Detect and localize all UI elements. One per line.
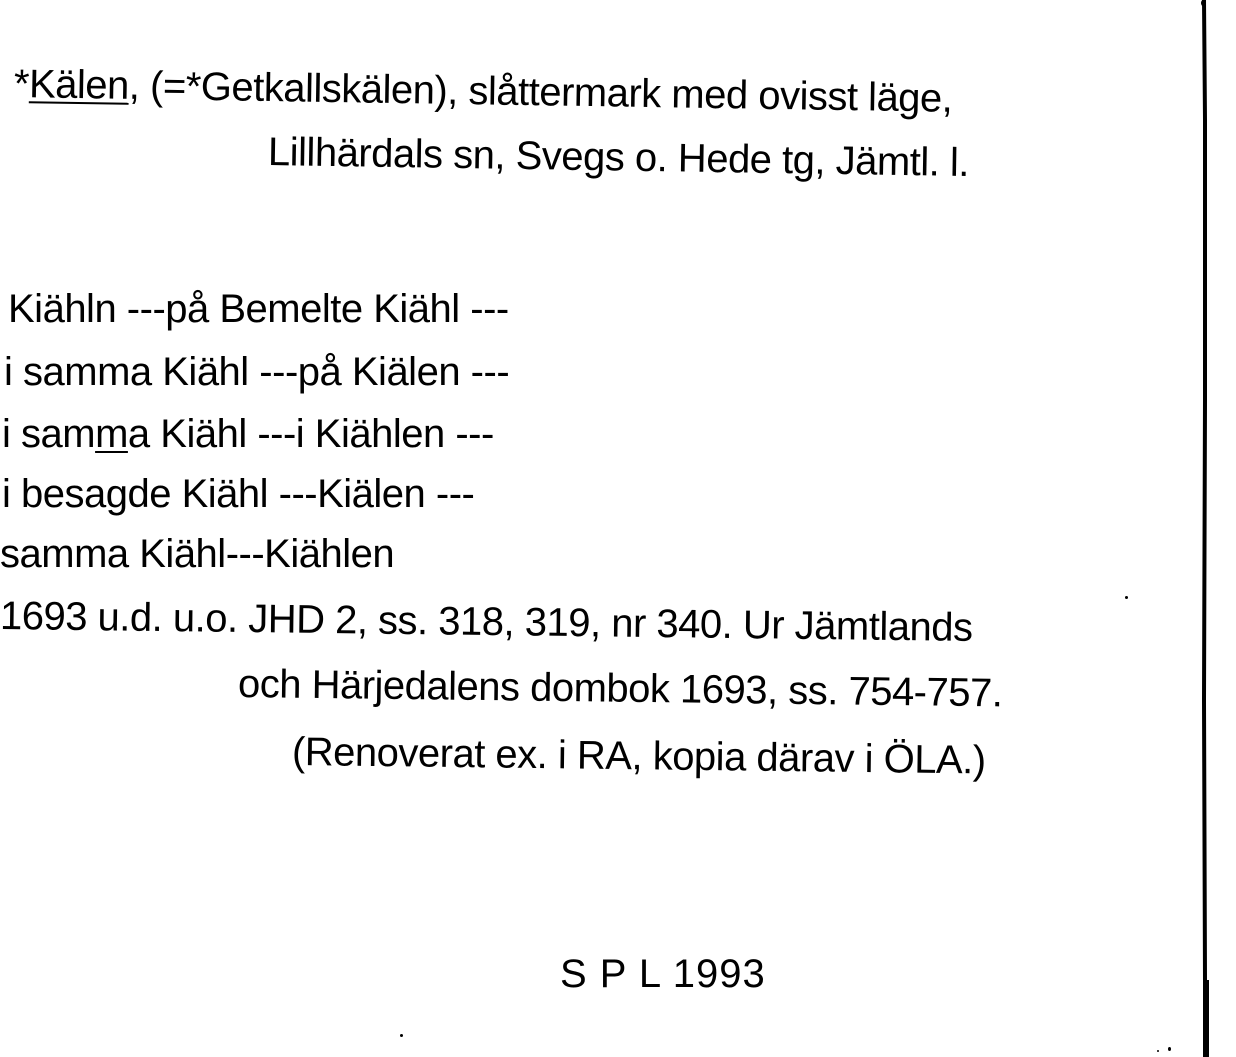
entry-title-name: Kälen [28,62,130,108]
scan-speck [1201,0,1205,6]
quote-line-2: i samma Kiähl ---på Kiälen --- [4,350,510,394]
scan-speck [1125,596,1128,599]
quote-line-3-underlined: m [95,412,128,456]
source-line-3: (Renoverat ex. i RA, kopia därav i ÖLA.) [291,730,986,783]
scan-speck [1168,1047,1171,1051]
quote-line-1: Kiähln ---på Bemelte Kiähl --- [8,287,509,331]
signature: S P L 1993 [560,952,766,996]
scan-speck [1157,1050,1159,1052]
card-edge-line [1199,0,1211,1057]
quote-line-3 [2,410,494,458]
quote-line-4: i besagde Kiähl ---Kiälen --- [2,472,475,516]
entry-location: Lillhärdals sn, Svegs o. Hede tg, Jämtl. l. [267,130,970,186]
entry-title-rest: , (=*Getkallskälen), slåttermark med ovisst läge, [128,63,953,121]
scan-speck [400,1034,403,1037]
quote-line-3-pre: i sam [2,412,96,456]
source-line-2: och Härjedalens dombok 1693, ss. 754-757. [237,662,1003,716]
entry-title-prefix: * [13,62,30,107]
entry-heading [14,60,953,123]
quote-line-3-post: a Kiähl ---i Kiählen --- [127,412,494,456]
source-line-1: 1693 u.d. u.o. JHD 2, ss. 318, 319, nr 340. Ur Jämtlands [0,594,973,650]
quote-line-5: samma Kiähl---Kiählen [0,532,395,576]
